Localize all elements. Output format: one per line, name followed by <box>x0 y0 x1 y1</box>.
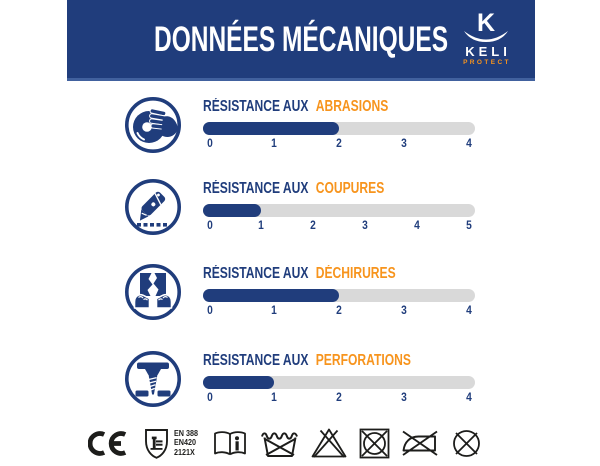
scale-tick: 4 <box>465 390 472 404</box>
label-term: PERFORATIONS <box>315 352 411 369</box>
rating-fill <box>203 289 339 302</box>
label-prefix: RÉSISTANCE AUX <box>203 352 309 369</box>
en-standard-codes <box>174 429 198 458</box>
rating-row-coupures <box>123 177 475 237</box>
scale-tick: 1 <box>271 390 278 404</box>
scale-tick: 4 <box>465 136 472 150</box>
rating-fill <box>203 122 339 135</box>
rating-track <box>203 122 475 135</box>
en-code-line: EN420 <box>173 438 196 448</box>
do-not-bleach-icon <box>311 427 347 459</box>
certification-symbols-row <box>88 424 482 462</box>
rating-row-abrasions <box>123 95 475 155</box>
rating-label <box>203 182 415 196</box>
label-prefix: RÉSISTANCE AUX <box>203 98 309 115</box>
rating-track <box>203 376 475 389</box>
scale-tick: 4 <box>465 303 472 317</box>
en388-shield-icon <box>144 428 169 459</box>
scale-tick: 5 <box>465 218 472 232</box>
label-term: DÉCHIRURES <box>315 265 396 282</box>
cutter-icon <box>123 177 183 237</box>
rating-label <box>203 354 415 368</box>
header-banner <box>67 0 535 81</box>
rating-scale <box>203 137 475 150</box>
ce-mark-icon <box>88 428 132 459</box>
tear-icon <box>123 262 183 322</box>
do-not-wash-icon <box>260 428 300 459</box>
label-prefix: RÉSISTANCE AUX <box>203 180 309 197</box>
scale-tick: 2 <box>336 303 342 317</box>
abrasion-icon <box>123 95 183 155</box>
label-prefix: RÉSISTANCE AUX <box>203 265 309 282</box>
scale-tick: 3 <box>400 136 407 150</box>
rating-fill <box>203 376 274 389</box>
logo-brand-name: KELI <box>465 44 511 59</box>
rating-track <box>203 289 475 302</box>
scale-tick: 4 <box>413 218 420 232</box>
rating-fill <box>203 204 261 217</box>
scale-tick: 1 <box>258 218 265 232</box>
scale-tick: 1 <box>271 303 278 317</box>
perforation-icon <box>123 349 183 409</box>
rating-scale <box>203 304 475 317</box>
rating-track <box>203 204 475 217</box>
rating-scale <box>203 219 475 232</box>
label-term: ABRASIONS <box>315 98 389 115</box>
rating-label <box>203 100 415 114</box>
do-not-tumble-dry-icon <box>359 428 390 459</box>
scale-tick: 3 <box>400 303 407 317</box>
rating-label <box>203 267 415 281</box>
scale-tick: 0 <box>206 303 213 317</box>
do-not-iron-icon <box>401 429 439 458</box>
scale-tick: 0 <box>206 218 213 232</box>
en-code-line: 2121X <box>173 447 195 457</box>
rating-row-perforations <box>123 349 475 409</box>
logo-initial: K <box>476 9 496 37</box>
scale-tick: 2 <box>310 218 316 232</box>
scale-tick: 2 <box>336 136 342 150</box>
en-code-line: EN 388 <box>173 428 198 438</box>
scale-tick: 0 <box>206 390 213 404</box>
scale-tick: 3 <box>400 390 407 404</box>
scale-tick: 2 <box>336 390 342 404</box>
label-term: COUPURES <box>315 180 385 197</box>
scale-tick: 0 <box>206 136 213 150</box>
scale-tick: 1 <box>271 136 278 150</box>
rating-scale <box>203 391 475 404</box>
do-not-dry-clean-icon <box>451 428 482 459</box>
read-instructions-book-icon <box>212 430 248 457</box>
page-title: DONNÉES MÉCANIQUES <box>153 20 449 59</box>
en388-certification <box>144 428 201 459</box>
brand-logo <box>443 11 529 67</box>
scale-tick: 3 <box>362 218 368 232</box>
rating-row-dechirures <box>123 262 475 322</box>
logo-sub-brand: PROTECT <box>463 59 511 66</box>
